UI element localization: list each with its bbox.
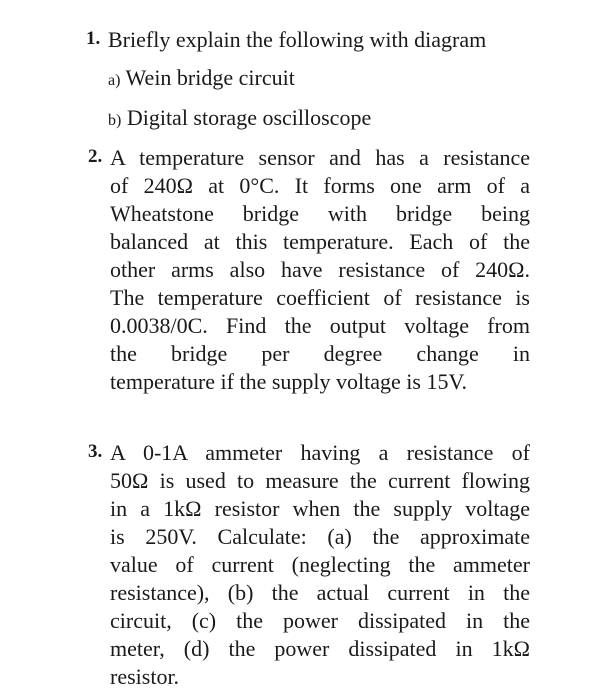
- question-2-line-9: temperature if the supply voltage is 15V.: [110, 369, 468, 394]
- question-3-line-9: resistor.: [110, 664, 180, 689]
- question-2-line-8: the bridge per degree change in: [110, 341, 530, 366]
- part-a-text: Wein bridge circuit: [125, 65, 295, 90]
- question-2-line-1: A temperature sensor and has a resistance: [110, 145, 530, 170]
- question-2-line-6: The temperature coefficient of resistance is: [110, 285, 530, 310]
- question-2-number: 2.: [88, 146, 103, 167]
- question-2-line-7: 0.0038/0C. Find the output voltage from: [110, 313, 530, 338]
- part-a-label: a): [108, 72, 121, 89]
- question-2-line-3: Wheatstone bridge with bridge being: [110, 201, 530, 226]
- question-1-part-a: [108, 64, 295, 95]
- question-3-line-3: in a 1kΩ resistor when the supply voltage: [110, 496, 530, 521]
- question-1-part-b: [108, 104, 371, 135]
- part-b-label: b): [108, 112, 122, 129]
- question-3-line-8: meter, (d) the power dissipated in 1kΩ: [110, 636, 530, 661]
- question-3-line-5: value of current (neglecting the ammeter: [110, 552, 530, 577]
- question-3-line-7: circuit, (c) the power dissipated in the: [110, 608, 530, 633]
- question-3-line-1: A 0-1A ammeter having a resistance of: [110, 440, 530, 465]
- question-1-number: 1.: [86, 28, 101, 49]
- question-3-line-6: resistance), (b) the actual current in the: [110, 580, 530, 605]
- question-2-line-5: other arms also have resistance of 240Ω.: [110, 257, 530, 282]
- part-b-text: Digital storage oscilloscope: [126, 105, 372, 130]
- question-1-title: Briefly explain the following with diagram: [108, 27, 487, 52]
- question-2-line-2: of 240Ω at 0°C. It forms one arm of a: [110, 173, 530, 198]
- question-2-line-4: balanced at this temperature. Each of the: [110, 229, 530, 254]
- question-3-line-2: 50Ω is used to measure the current flowing: [110, 468, 530, 493]
- question-3-line-4: is 250V. Calculate: (a) the approximate: [110, 524, 530, 549]
- question-3-number: 3.: [88, 441, 103, 462]
